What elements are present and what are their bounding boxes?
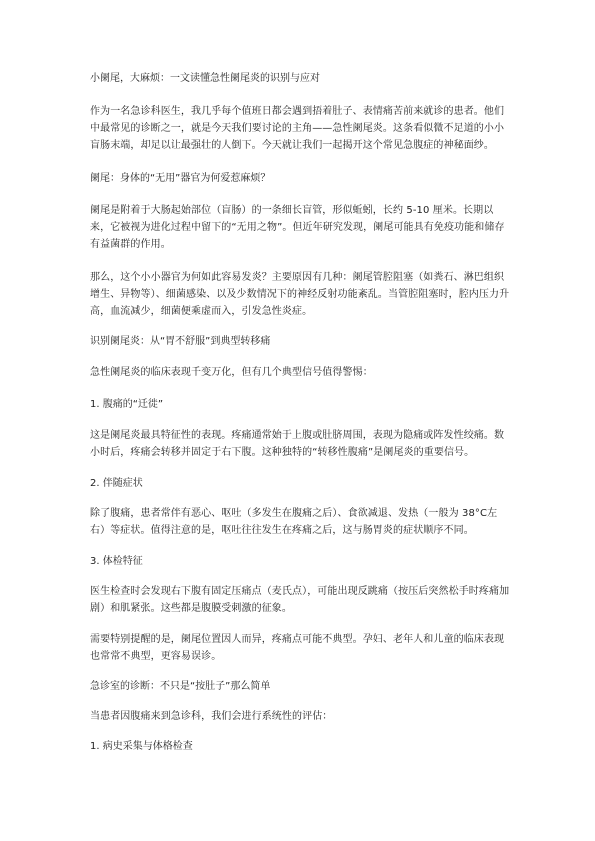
paragraph-pain-migration: 这是阑尾炎最具特征性的表现。疼痛通常始于上腹或肚脐周围，表现为隐痛或阵发性绞痛。数小时后，疼痛会转移并固定于右下腹。这种独特的“转移性腹痛”是阑尾炎的重要信号。 (90, 430, 505, 458)
section-heading-identify: 识别阑尾炎：从“胃不舒服”到典型转移痛 (90, 336, 271, 347)
paragraph-appendix-description: 阑尾是附着于大肠起始部位（盲肠）的一条细长盲管，形似蚯蚓，长约 5-10 厘米。长期以来，它被视为进化过程中留下的“无用之物”。但近年研究发现，阑尾可能具有免疫功能和储存有益菌群的作用。 (90, 205, 505, 250)
paragraph-accompanying-symptoms: 除了腹痛，患者常伴有恶心、呕吐（多发生在腹痛之后）、食欲减退、发热（一般为 38°C左右）等症状。值得注意的是，呕吐往往发生在疼痛之后，这与肠胃炎的症状顺序不同。 (90, 508, 498, 536)
item-heading-accompanying-symptoms: 2. 伴随症状 (90, 478, 143, 489)
paragraph-physical-exam: 医生检查时会发现右下腹有固定压痛点（麦氏点），可能出现反跳痛（按压后突然松手时疼痛加剧）和肌紧张。这些都是腹膜受刺激的征象。 (90, 586, 510, 614)
paragraph-atypical-note: 需要特别提醒的是，阑尾位置因人而异，疼痛点可能不典型。孕妇、老年人和儿童的临床表现也常常不典型，更容易误诊。 (90, 634, 505, 662)
intro-paragraph: 作为一名急诊科医生，我几乎每个值班日都会遇到捂着肚子、表情痛苦前来就诊的患者。他们中最常见的诊断之一，就是今天我们要讨论的主角——急性阑尾炎。这条看似微不足道的小小盲肠末端，却足以让最强壮的人倒下。今天就让我们一起揭开这个常见急腹症的神秘面纱。 (90, 106, 505, 151)
paragraph-identify-intro: 急性阑尾炎的临床表现千变万化，但有几个典型信号值得警惕： (90, 367, 373, 378)
section-heading-appendix: 阑尾：身体的“无用”器官为何爱惹麻烦？ (90, 173, 271, 184)
item-heading-pain-migration: 1. 腹痛的“迁徙” (90, 399, 164, 410)
paragraph-diagnosis-intro: 当患者因腹痛来到急诊科，我们会进行系统性的评估： (90, 711, 333, 722)
section-heading-diagnosis: 急诊室的诊断：不只是“按肚子”那么简单 (90, 681, 271, 692)
item-heading-physical-exam: 3. 体检特征 (90, 556, 143, 567)
article-title: 小阑尾，大麻烦：一文读懂急性阑尾炎的识别与应对 (90, 73, 320, 84)
article-page (90, 70, 510, 770)
step-heading-history-exam: 1. 病史采集与体格检查 (90, 741, 193, 752)
paragraph-appendix-causes: 那么，这个小小器官为何如此容易发炎？主要原因有几种：阑尾管腔阻塞（如粪石、淋巴组织增生、异物等）、细菌感染、以及少数情况下的神经反射功能紊乱。当管腔阻塞时，腔内压力升高，血流减少，细菌便乘虚而入，引发急性炎症。 (90, 272, 510, 317)
